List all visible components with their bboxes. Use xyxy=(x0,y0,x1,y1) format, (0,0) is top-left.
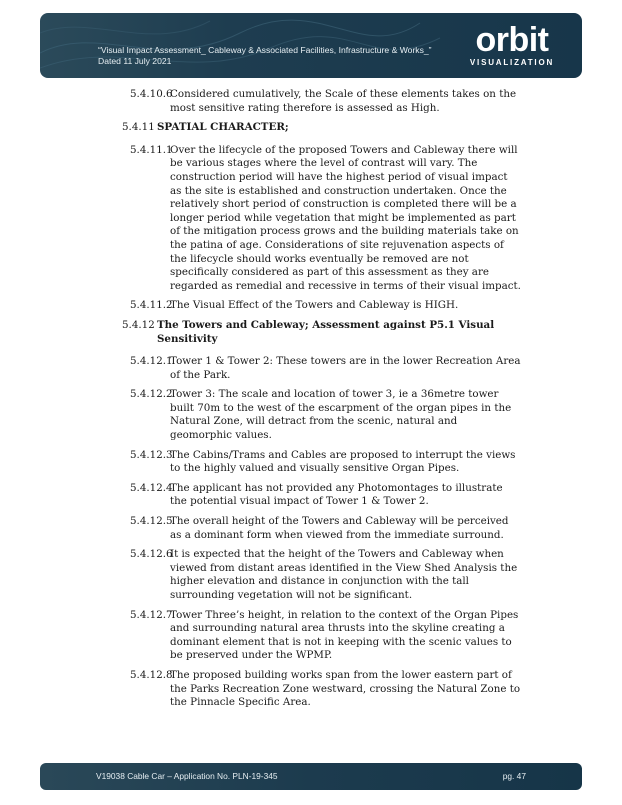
paragraph-text: The Visual Effect of the Towers and Cableway is HIGH. xyxy=(170,299,459,312)
paragraph-text: The Cabins/Trams and Cables are proposed to interrupt the views to the highly valued and visually sensitive Organ Pipes. xyxy=(170,448,516,475)
paragraph-number: 5.4.11.1 xyxy=(130,143,173,156)
section-heading-5-4-12 xyxy=(122,319,522,346)
section-number: 5.4.12 xyxy=(122,318,155,331)
paragraph-5-4-11-1 xyxy=(122,144,522,294)
paragraph-text: Considered cumulatively, the Scale of these elements takes on the most sensitive rating therefore is assessed as High. xyxy=(170,88,517,114)
paragraph-text: Tower 1 & Tower 2: These towers are in the lower Recreation Area of the Park. xyxy=(170,355,521,381)
paragraph-5-4-12-3 xyxy=(122,449,522,476)
paragraph-text: The applicant has not provided any Photomontages to illustrate the potential visual impact of Tower 1 & Tower 2. xyxy=(170,481,503,508)
paragraph-5-4-12-6 xyxy=(122,548,522,602)
page-footer-banner xyxy=(40,763,582,790)
orbit-logo xyxy=(464,22,560,74)
paragraph-5-4-12-8 xyxy=(122,669,522,710)
footer-document-reference: V19038 Cable Car – Application No. PLN-19-345 xyxy=(96,771,278,781)
paragraph-5-4-12-7 xyxy=(122,609,522,663)
header-title xyxy=(98,45,432,67)
paragraph-5-4-11-2 xyxy=(122,299,522,313)
paragraph-number: 5.4.12.4 xyxy=(130,481,173,494)
paragraph-5-4-12-1 xyxy=(122,355,522,382)
section-title: SPATIAL CHARACTER; xyxy=(157,121,289,134)
paragraph-text: Tower 3: The scale and location of tower 3, ie a 36metre tower built 70m to the west of the escarpment of the organ pipes in the Natural Zone, will detract from the scenic, natural and geomorphic values. xyxy=(170,388,512,442)
paragraph-number: 5.4.12.8 xyxy=(130,668,173,681)
logo-subtitle: VISUALIZATION xyxy=(469,58,555,67)
paragraph-number: 5.4.11.2 xyxy=(130,299,173,312)
section-heading-5-4-11 xyxy=(122,121,522,135)
paragraph-text: The proposed building works span from the lower eastern part of the Parks Recreation Zone westward, crossing the Natural Zone to the Pinnacle Specific Area. xyxy=(170,668,521,709)
paragraph-number: 5.4.12.5 xyxy=(130,515,173,528)
paragraph-number: 5.4.12.6 xyxy=(130,548,173,561)
paragraph-5-4-10-6 xyxy=(122,88,522,115)
header-title-line2: Dated 11 July 2021 xyxy=(98,56,172,66)
paragraph-5-4-12-2 xyxy=(122,388,522,442)
section-number: 5.4.11 xyxy=(122,121,155,134)
paragraph-number: 5.4.12.3 xyxy=(130,448,173,461)
page-header-banner xyxy=(40,13,582,78)
paragraph-5-4-12-4 xyxy=(122,482,522,509)
paragraph-text: It is expected that the height of the Towers and Cableway when viewed from distant areas identified in the View Shed Analysis the higher elevation and distance in conjunction with the tall surrounding vegetation will not be significant. xyxy=(170,548,518,601)
section-title: The Towers and Cableway; Assessment against P5.1 Visual Sensitivity xyxy=(157,318,495,345)
paragraph-number: 5.4.12.2 xyxy=(130,388,173,401)
paragraph-text: Over the lifecycle of the proposed Towers and Cableway there will be various stages where the level of contrast will vary. The construction period will have the highest period of visual impact as the site is established and construction undertaken. Once the relatively short period of construction is completed there will be a longer period while vegetation that might be implemented as part of the mitigation process grows and the building materials take on the patina of age. Considerations of site rejuvenation aspects of the lifecycle should works eventually be removed are not specifically considered as part of this assessment as they are regarded as remedial and recessive in terms of their visual impact. xyxy=(170,143,521,292)
paragraph-number: 5.4.12.1 xyxy=(130,355,173,368)
footer-page-number: pg. 47 xyxy=(502,771,526,781)
paragraph-text: The overall height of the Towers and Cableway will be perceived as a dominant form when viewed from the immediate surround. xyxy=(170,515,509,541)
logo-word: orbit xyxy=(475,21,549,59)
document-body xyxy=(122,88,522,716)
header-title-line1: “Visual Impact Assessment_ Cableway & Associated Facilities, Infrastructure & Works_” xyxy=(98,45,432,55)
paragraph-number: 5.4.12.7 xyxy=(130,608,173,621)
paragraph-text: Tower Three’s height, in relation to the context of the Organ Pipes and surrounding natural area thrusts into the skyline creating a dominant element that is not in keeping with the scenic values to be preserved under the WPMP. xyxy=(170,608,519,662)
paragraph-5-4-12-5 xyxy=(122,515,522,542)
paragraph-number: 5.4.10.6 xyxy=(130,88,173,100)
